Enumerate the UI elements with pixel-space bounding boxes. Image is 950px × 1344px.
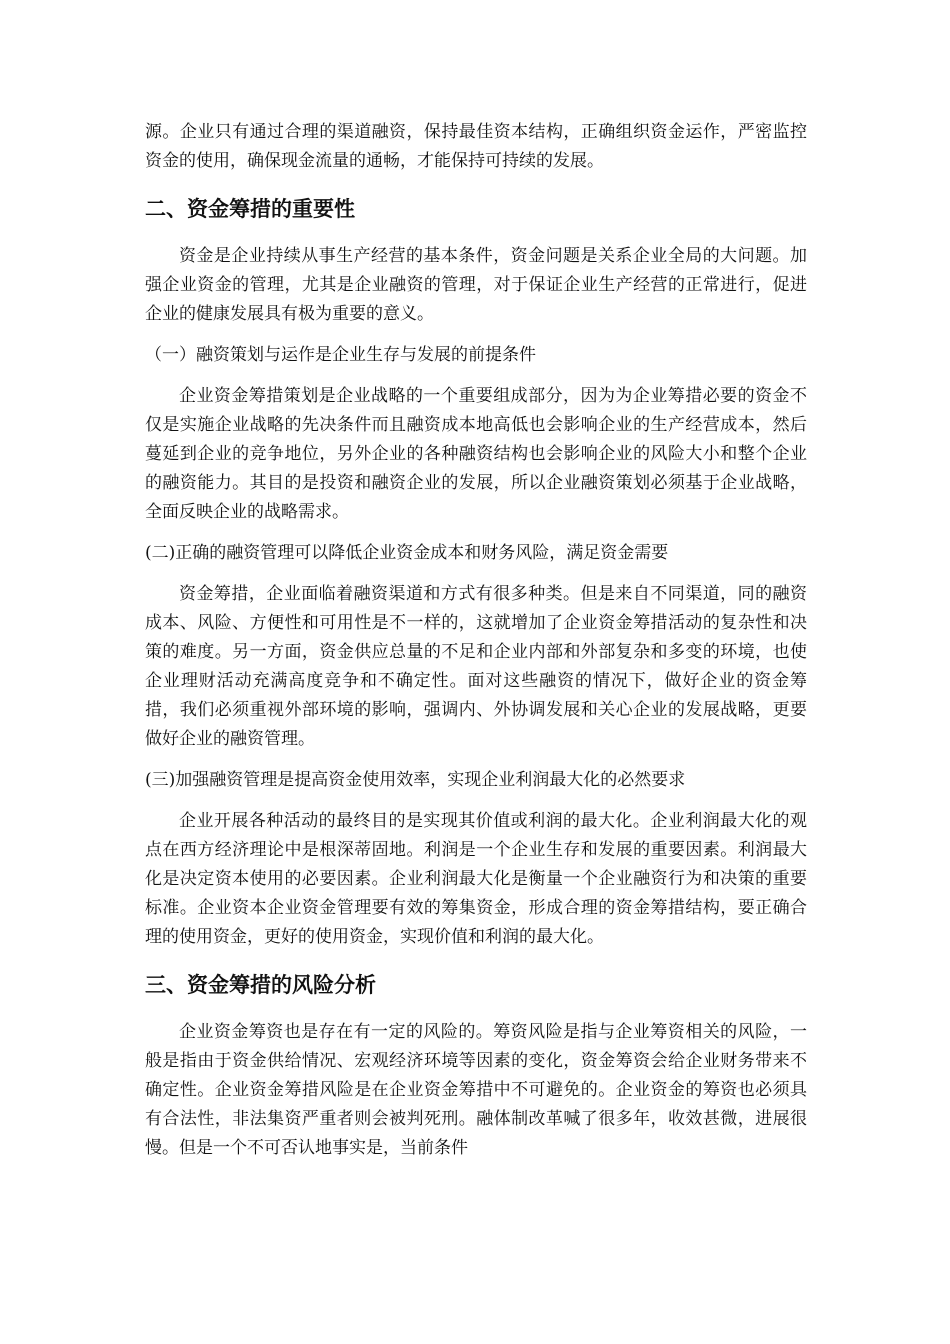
subsection-paragraph-3: 企业开展各种活动的最终目的是实现其价值或利润的最大化。企业利润最大化的观点在西方经济理论中是根深蒂固地。利润是一个企业生存和发展的重要因素。利润最大化是决定资本使用的必要因素。企业利润最大化是衡量一个企业融资行为和决策的重要标准。企业资本企业资金管理要有效的筹集资金，形成合理的资金筹措结构，要正确合理的使用资金，更好的使用资金，实现价值和利润的最大化。 [145, 811, 807, 947]
section-paragraph-importance: 资金是企业持续从事生产经营的基本条件，资金问题是关系企业全局的大问题。加强企业资金的管理，尤其是企业融资的管理，对于保证企业生产经营的正常进行，促进企业的健康发展具有极为重要的意义。 [145, 246, 807, 324]
section-paragraph-risk: 企业资金筹资也是存在有一定的风险的。筹资风险是指与企业筹资相关的风险，一般是指由于资金供给情况、宏观经济环境等因素的变化，资金筹资会给企业财务带来不确定性。企业资金筹措风险是在企业资金筹措中不可避免的。企业资金的筹资也必须具有合法性，非法集资严重者则会被判死刑。融体制改革喊了很多年，收效甚微，进展很慢。但是一个不可否认地事实是，当前条件 [145, 1022, 807, 1158]
subsection-paragraph-2: 资金筹措，企业面临着融资渠道和方式有很多种类。但是来自不同渠道，同的融资成本、风险、方便性和可用性是不一样的，这就增加了企业资金筹措活动的复杂性和决策的难度。另一方面，资金供应总量的不足和企业内部和外部复杂和多变的环境，也使企业理财活动充满高度竞争和不确定性。面对这些融资的情况下，做好企业的资金筹措，我们必须重视外部环境的影响，强调内、外协调发展和关心企业的发展战略，更要做好企业的融资管理。 [145, 584, 807, 749]
section-heading-importance: 二、资金筹措的重要性 [145, 197, 355, 221]
intro-paragraph: 源。企业只有通过合理的渠道融资，保持最佳资本结构，正确组织资金运作，严密监控资金的使用，确保现金流量的通畅，才能保持可持续的发展。 [145, 122, 807, 171]
document-page [145, 118, 807, 1175]
subsection-heading-1: （一）融资策划与运作是企业生存与发展的前提条件 [145, 345, 536, 365]
section-heading-risk: 三、资金筹措的风险分析 [145, 973, 376, 997]
subsection-paragraph-1: 企业资金筹措策划是企业战略的一个重要组成部分，因为为企业筹措必要的资金不仅是实施企业战略的先决条件而且融资成本地高低也会影响企业的生产经营成本，然后蔓延到企业的竞争地位，另外企业的各种融资结构也会影响企业的风险大小和整个企业的融资能力。其目的是投资和融资企业的发展，所以企业融资策划必须基于企业战略，全面反映企业的战略需求。 [145, 386, 807, 522]
subsection-heading-3: (三)加强融资管理是提高资金使用效率，实现企业利润最大化的必然要求 [145, 770, 686, 790]
subsection-heading-2: (二)正确的融资管理可以降低企业资金成本和财务风险，满足资金需要 [145, 543, 669, 563]
